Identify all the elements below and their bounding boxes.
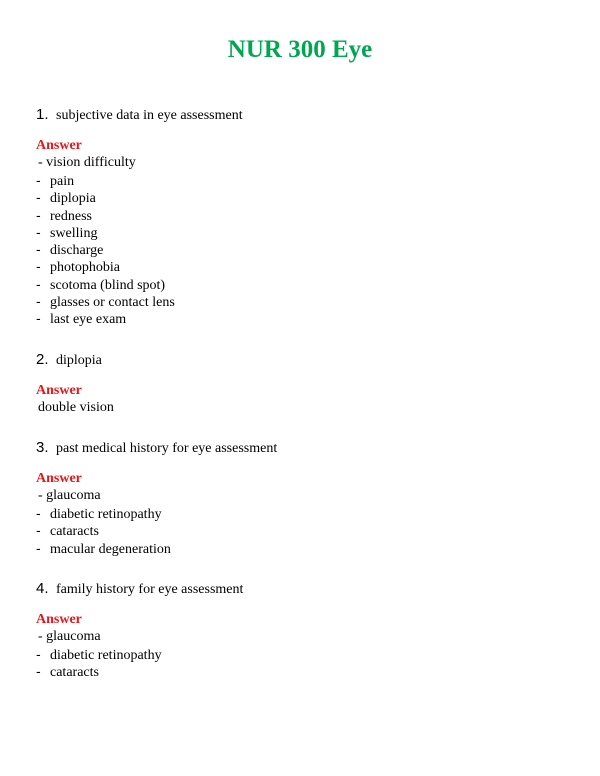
document-title: NUR 300 Eye (227, 36, 373, 63)
question-block-1 (36, 106, 576, 328)
answer-first-line: - glaucoma (38, 488, 101, 503)
answer-first-line: double vision (38, 400, 114, 415)
question-text: family history for eye assessment (56, 582, 244, 597)
question-text: past medical history for eye assessment (56, 441, 278, 456)
answer-label: Answer (36, 471, 82, 486)
dash-marker: - (36, 258, 41, 275)
list-item-text: glasses or contact lens (50, 295, 175, 311)
list-item-text: photophobia (50, 260, 120, 276)
dash-marker: - (36, 206, 41, 223)
dash-marker: - (36, 505, 41, 521)
list-item (36, 189, 576, 206)
list-item (36, 207, 576, 224)
question-text: diplopia (56, 353, 102, 368)
answer-list (36, 505, 576, 557)
list-item-text: last eye exam (50, 312, 127, 328)
list-item (36, 293, 576, 310)
question-block-4 (36, 580, 576, 681)
list-item-text: swelling (50, 225, 98, 241)
question-1 (36, 106, 576, 126)
list-item-text: cataracts (50, 665, 99, 681)
list-item (36, 224, 576, 241)
answer-list (36, 646, 576, 681)
dash-marker: - (36, 172, 41, 188)
question-number: 1. (36, 106, 49, 123)
list-item-text: macular degeneration (50, 541, 171, 557)
dash-marker: - (36, 310, 41, 327)
dash-marker: - (36, 223, 41, 240)
dash-marker: - (36, 241, 41, 258)
list-item-text: diabetic retinopathy (50, 507, 162, 522)
list-item (36, 540, 576, 557)
answer-label: Answer (36, 383, 82, 398)
answer-first-line: - vision difficulty (38, 155, 136, 170)
list-item-text: redness (50, 208, 92, 224)
question-2 (36, 351, 576, 371)
list-item-text: diabetic retinopathy (50, 648, 162, 663)
list-item-text: discharge (50, 243, 104, 259)
question-3 (36, 439, 576, 459)
question-number: 4. (36, 580, 49, 597)
list-item (36, 522, 576, 539)
answer-label: Answer (36, 612, 82, 627)
dash-marker: - (36, 275, 41, 292)
list-item-text: scotoma (blind spot) (50, 277, 166, 293)
list-item (36, 258, 576, 275)
question-block-3 (36, 439, 576, 557)
dash-marker: - (36, 539, 41, 556)
dash-marker: - (36, 293, 41, 310)
list-item (36, 172, 576, 189)
list-item (36, 646, 576, 663)
dash-marker: - (36, 663, 41, 680)
list-item (36, 505, 576, 522)
question-4 (36, 580, 576, 600)
answer-first-line: - glaucoma (38, 629, 101, 644)
dash-marker: - (36, 522, 41, 539)
dash-marker: - (36, 646, 41, 662)
list-item (36, 276, 576, 293)
list-item-text: pain (50, 174, 75, 189)
list-item (36, 241, 576, 258)
list-item (36, 663, 576, 680)
list-item-text: diplopia (50, 191, 96, 207)
list-item (36, 310, 576, 327)
answer-list (36, 172, 576, 328)
question-block-2 (36, 351, 576, 417)
list-item-text: cataracts (50, 524, 99, 540)
question-number: 3. (36, 439, 49, 456)
question-number: 2. (36, 351, 49, 368)
question-text: subjective data in eye assessment (56, 108, 243, 123)
dash-marker: - (36, 189, 41, 206)
answer-label: Answer (36, 138, 82, 153)
